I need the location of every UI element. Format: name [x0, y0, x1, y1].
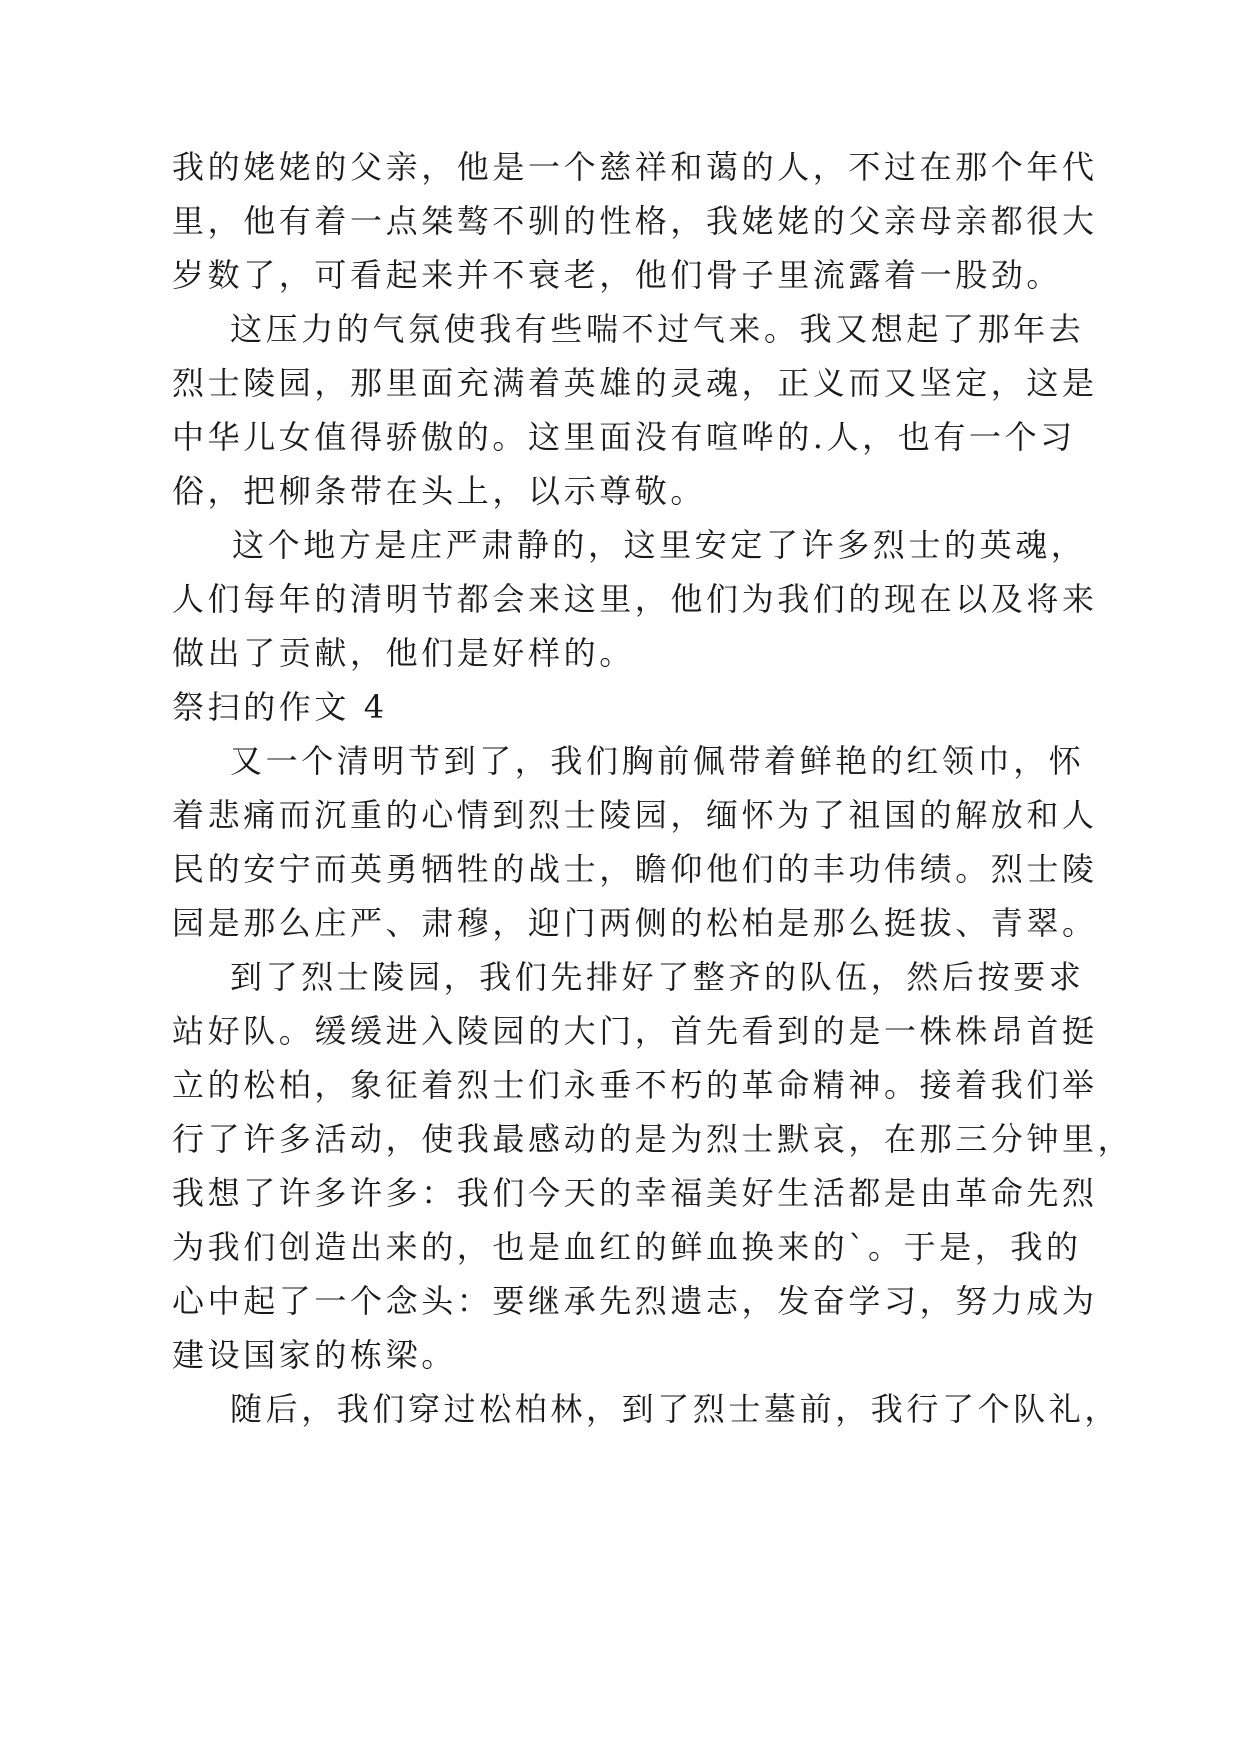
text-line: 园是那么庄严、肃穆，迎门两侧的松柏是那么挺拔、青翠。 [172, 904, 1098, 942]
text-line: 到了烈士陵园，我们先排好了整齐的队伍，然后按要求 [230, 958, 1085, 996]
text-line: 中华儿女值得骄傲的。这里面没有喧哗的.人，也有一个习 [172, 418, 1076, 456]
text-line: 站好队。缓缓进入陵园的大门，首先看到的是一株株昂首挺 [172, 1012, 1098, 1050]
text-line: 这压力的气氛使我有些喘不过气来。我又想起了那年去 [230, 310, 1085, 348]
text-line: 岁数了，可看起来并不衰老，他们骨子里流露着一股劲。 [172, 256, 1063, 294]
text-line: 又一个清明节到了，我们胸前佩带着鲜艳的红领巾，怀 [230, 742, 1085, 780]
text-line: 俗，把柳条带在头上，以示尊敬。 [172, 472, 707, 510]
text-line: 这个地方是庄严肃静的，这里安定了许多烈士的英魂， [232, 526, 1087, 564]
text-line: 烈士陵园，那里面充满着英雄的灵魂，正义而又坚定，这是 [172, 364, 1098, 402]
text-line: 为我们创造出来的，也是血红的鲜血换来的`。于是，我的 [172, 1228, 1082, 1266]
text-line: 随后，我们穿过松柏林，到了烈士墓前，我行了个队礼， [230, 1390, 1121, 1428]
text-line: 做出了贡献，他们是好样的。 [172, 634, 635, 672]
section-heading: 祭扫的作文 4 [172, 688, 388, 726]
text-line: 建设国家的栋梁。 [172, 1336, 457, 1374]
text-line: 我想了许多许多：我们今天的幸福美好生活都是由革命先烈 [172, 1174, 1098, 1212]
text-line: 心中起了一个念头：要继承先烈遗志，发奋学习，努力成为 [172, 1282, 1098, 1320]
text-line: 民的安宁而英勇牺牲的战士，瞻仰他们的丰功伟绩。烈士陵 [172, 850, 1098, 888]
text-line: 里，他有着一点桀骜不驯的性格，我姥姥的父亲母亲都很大 [172, 202, 1098, 240]
text-line: 着悲痛而沉重的心情到烈士陵园，缅怀为了祖国的解放和人 [172, 796, 1098, 834]
text-line: 我的姥姥的父亲，他是一个慈祥和蔼的人，不过在那个年代 [172, 148, 1098, 186]
text-line: 行了许多活动，使我最感动的是为烈士默哀，在那三分钟里， [172, 1120, 1134, 1158]
text-line: 人们每年的清明节都会来这里，他们为我们的现在以及将来 [172, 580, 1098, 618]
text-line: 立的松柏，象征着烈士们永垂不朽的革命精神。接着我们举 [172, 1066, 1098, 1104]
